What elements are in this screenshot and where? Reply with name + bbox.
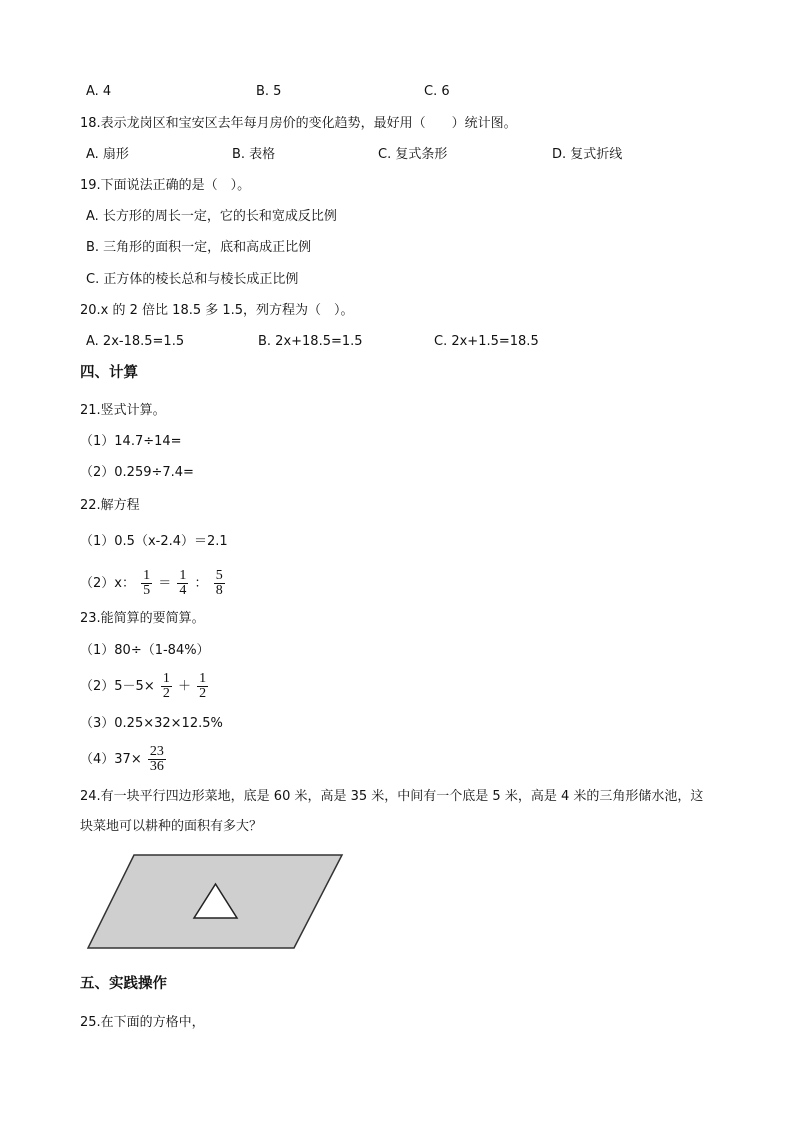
q18-stem: 18.表示龙岗区和宝安区去年每月房价的变化趋势，最好用（ ）统计图。 [80,116,517,131]
numerator: 1 [143,568,151,583]
q21-item-2: （2）0.259÷7.4= [80,465,194,480]
q20-stem: 20.x 的 2 倍比 18.5 多 1.5，列方程为（ ）。 [80,303,354,318]
q18-option-c: C. 复式条形 [378,147,448,162]
q17-option-a: A. 4 [86,84,112,99]
ratio-colon: ： [194,576,208,591]
q23-item-2-prefix: （2）5－5× [80,679,155,694]
section-5-title: 五、实践操作 [80,976,167,992]
q23-stem: 23.能简算的要简算。 [80,611,205,626]
denominator: 4 [179,583,187,598]
q24-stem-line-2: 块菜地可以耕种的面积有多大？ [80,819,263,834]
q22-item-2 [80,568,227,600]
q18-option-d: D. 复式折线 [552,147,623,162]
q21-stem: 21.竖式计算。 [80,403,166,418]
q20-option-b: B. 2x+18.5=1.5 [258,334,363,349]
q23-item-1: （1）80÷（1-84%） [80,643,210,658]
q23-item-3: （3）0.25×32×12.5% [80,716,223,731]
fraction [177,569,188,598]
numerator: 23 [149,744,164,759]
q20-option-a: A. 2x-18.5=1.5 [86,334,185,349]
q22-item-1: （1）0.5（x-2.4）＝2.1 [80,534,228,549]
fraction [161,672,172,701]
q23-item-2 [80,671,210,703]
q21-item-1: （1）14.7÷14= [80,434,182,449]
denominator: 5 [143,583,151,598]
q25-stem: 25.在下面的方格中， [80,1015,205,1030]
q17-option-b: B. 5 [256,84,282,99]
q19-option-a: A. 长方形的周长一定，它的长和宽成反比例 [86,209,337,224]
denominator: 2 [199,686,207,701]
fraction [148,745,166,774]
q22-item-2-prefix: （2）x： [80,576,135,591]
q20-option-c: C. 2x+1.5=18.5 [434,334,539,349]
denominator: 8 [215,583,223,598]
q23-item-4-prefix: （4）37× [80,752,142,767]
q18-option-a: A. 扇形 [86,147,129,162]
equals-sign: ＝ [158,576,172,591]
section-4-title: 四、计算 [80,365,138,381]
denominator: 2 [162,686,170,701]
q19-option-c: C. 正方体的棱长总和与棱长成正比例 [86,272,299,287]
denominator: 36 [149,759,164,774]
numerator: 1 [179,568,187,583]
q18-option-b: B. 表格 [232,147,276,162]
numerator: 5 [215,568,223,583]
numerator: 1 [162,671,170,686]
q23-item-4 [80,744,168,776]
fraction [141,569,152,598]
q22-stem: 22.解方程 [80,498,140,513]
q17-option-c: C. 6 [424,84,450,99]
fraction [197,672,208,701]
numerator: 1 [199,671,207,686]
fraction [214,569,225,598]
q19-stem: 19.下面说法正确的是（ ）。 [80,178,251,193]
parallelogram-field-figure [86,852,344,952]
plus-sign: ＋ [178,679,192,694]
q19-option-b: B. 三角形的面积一定，底和高成正比例 [86,240,312,255]
q24-stem-line-1: 24.有一块平行四边形菜地，底是 60 米，高是 35 米，中间有一个底是 5 米，高是 4 米的三角形储水池，这 [80,789,704,804]
